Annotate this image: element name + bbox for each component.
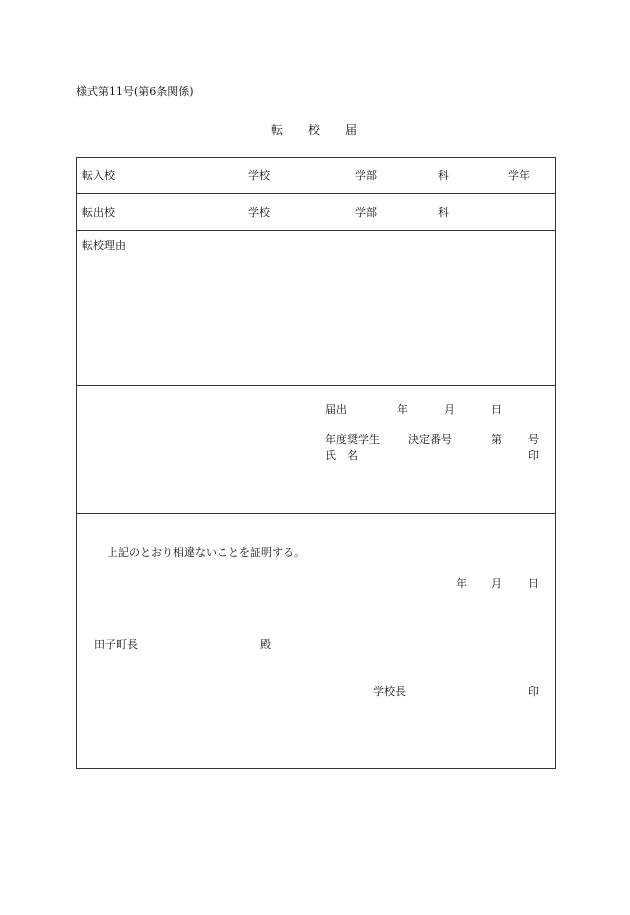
decision-number-label: 決定番号 — [408, 433, 452, 446]
form-code: 様式第11号(第6条関係) — [76, 85, 194, 98]
title-char-3: 届 — [345, 123, 358, 137]
row-divider — [76, 385, 556, 386]
row-divider — [76, 193, 556, 194]
decision-number-suffix: 号 — [528, 433, 539, 446]
transfer-reason-label: 転校理由 — [82, 239, 126, 252]
certification-month-unit: 月 — [491, 577, 502, 590]
form-table — [76, 157, 556, 769]
transfer-out-school-unit: 学校 — [248, 206, 270, 219]
transfer-in-school-unit: 学校 — [248, 169, 270, 182]
transfer-out-faculty-unit: 学部 — [355, 206, 377, 219]
applicant-seal-mark: 印 — [528, 449, 539, 462]
title-char-1: 転 — [271, 123, 284, 137]
principal-seal-mark: 印 — [528, 685, 539, 698]
transfer-out-label: 転出校 — [82, 206, 115, 219]
transfer-in-dept-unit: 科 — [438, 169, 449, 182]
decision-number-prefix: 第 — [491, 433, 502, 446]
row-divider — [76, 513, 556, 514]
submitted-month-unit: 月 — [444, 403, 455, 416]
transfer-out-dept-unit: 科 — [438, 206, 449, 219]
submitted-year-unit: 年 — [397, 403, 408, 416]
document-title — [271, 124, 357, 136]
submitted-day-unit: 日 — [491, 403, 502, 416]
certification-day-unit: 日 — [528, 577, 539, 590]
transfer-in-grade-unit: 学年 — [508, 169, 530, 182]
scholar-year-label: 年度奨学生 — [325, 433, 380, 446]
title-char-2: 校 — [308, 123, 321, 137]
certification-year-unit: 年 — [456, 577, 467, 590]
principal-label: 学校長 — [373, 685, 406, 698]
transfer-in-label: 転入校 — [82, 169, 115, 182]
certification-statement: 上記のとおり相違ないことを証明する。 — [107, 546, 305, 559]
transfer-in-faculty-unit: 学部 — [355, 169, 377, 182]
addressee-label: 田子町長 — [94, 638, 138, 651]
applicant-name-label: 氏 名 — [325, 449, 358, 462]
submitted-label: 届出 — [325, 403, 347, 416]
row-divider — [76, 230, 556, 231]
addressee-honorific: 殿 — [260, 638, 271, 651]
